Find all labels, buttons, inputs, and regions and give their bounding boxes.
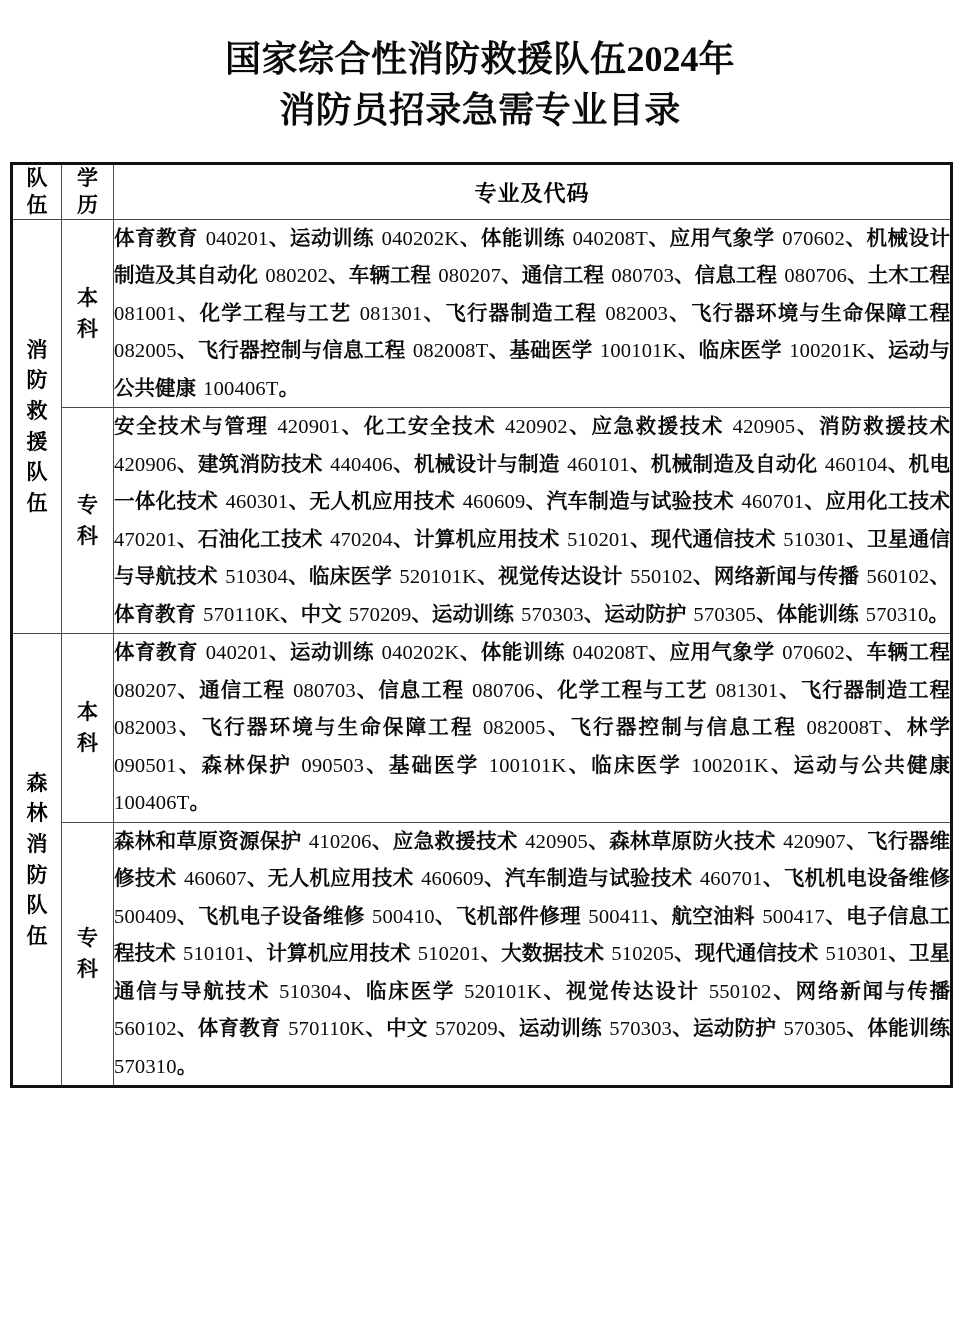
column-header-team: 队 伍 bbox=[12, 164, 62, 220]
team-label-fire-rescue: 消 防 救 援 队 伍 bbox=[12, 219, 62, 633]
catalog-table-container bbox=[0, 136, 960, 1088]
majors-cell-fire-rescue-vocational: 安全技术与管理 420901、化工安全技术 420902、应急救援技术 420905、消防救援技术 420906、建筑消防技术 440406、机械设计与制造 460101、机械制造及自动化 460104、机电一体化技术 460301、无人机应用技术 460609、汽车制造与试验技术 460701、应用化工技术 470201、石油化工技术 470204、计算机应用技术 510201、现代通信技术 510301、卫星通信与导航技术 510304、临床医学 520101K、视觉传达设计 550102、网络新闻与传播 560102、体育教育 570110K、中文 570209、运动训练 570303、运动防护 570305、体能训练 570310。 bbox=[114, 408, 952, 634]
majors-cell-forest-fire-undergraduate: 体育教育 040201、运动训练 040202K、体能训练 040208T、应用气象学 070602、车辆工程 080207、通信工程 080703、信息工程 080706、化学工程与工艺 081301、飞行器制造工程 082003、飞行器环境与生命保障工程 082005、飞行器控制与信息工程 082008T、林学 090501、森林保护 090503、基础医学 100101K、临床医学 100201K、运动与公共健康 100406T。 bbox=[114, 634, 952, 822]
major-catalog-table bbox=[10, 162, 953, 1088]
table-row bbox=[12, 219, 952, 407]
title-line-2: 消防员招录急需专业目录 bbox=[279, 90, 681, 132]
title-year: 2024 bbox=[626, 39, 699, 79]
column-header-education: 学 历 bbox=[62, 164, 114, 220]
title-line1-pre: 国家综合性消防救援队伍 bbox=[224, 39, 627, 80]
title-line-1 bbox=[225, 39, 735, 80]
table-header-row bbox=[12, 164, 952, 220]
table-row bbox=[12, 822, 952, 1086]
page-title bbox=[0, 0, 960, 136]
column-header-majors: 专业及代码 bbox=[114, 164, 952, 220]
team-label-forest-fire: 森 林 消 防 队 伍 bbox=[12, 634, 62, 1087]
table-row bbox=[12, 408, 952, 634]
table-row bbox=[12, 634, 952, 822]
majors-cell-fire-rescue-undergraduate: 体育教育 040201、运动训练 040202K、体能训练 040208T、应用气象学 070602、机械设计制造及其自动化 080202、车辆工程 080207、通信工程 080703、信息工程 080706、土木工程 081001、化学工程与工艺 081301、飞行器制造工程 082003、飞行器环境与生命保障工程 082005、飞行器控制与信息工程 082008T、基础医学 100101K、临床医学 100201K、运动与公共健康 100406T。 bbox=[114, 219, 952, 407]
education-label-undergraduate-2: 本 科 bbox=[62, 634, 114, 822]
education-label-vocational-1: 专 科 bbox=[62, 408, 114, 634]
education-label-vocational-2: 专 科 bbox=[62, 822, 114, 1086]
majors-cell-forest-fire-vocational: 森林和草原资源保护 410206、应急救援技术 420905、森林草原防火技术 420907、飞行器维修技术 460607、无人机应用技术 460609、汽车制造与试验技术 460701、飞机机电设备维修 500409、飞机电子设备维修 500410、飞机部件修理 500411、航空油料 500417、电子信息工程技术 510101、计算机应用技术 510201、大数据技术 510205、现代通信技术 510301、卫星通信与导航技术 510304、临床医学 520101K、视觉传达设计 550102、网络新闻与传播 560102、体育教育 570110K、中文 570209、运动训练 570303、运动防护 570305、体能训练 570310。 bbox=[114, 822, 952, 1086]
title-line1-post: 年 bbox=[698, 39, 736, 80]
education-label-undergraduate-1: 本 科 bbox=[62, 219, 114, 407]
